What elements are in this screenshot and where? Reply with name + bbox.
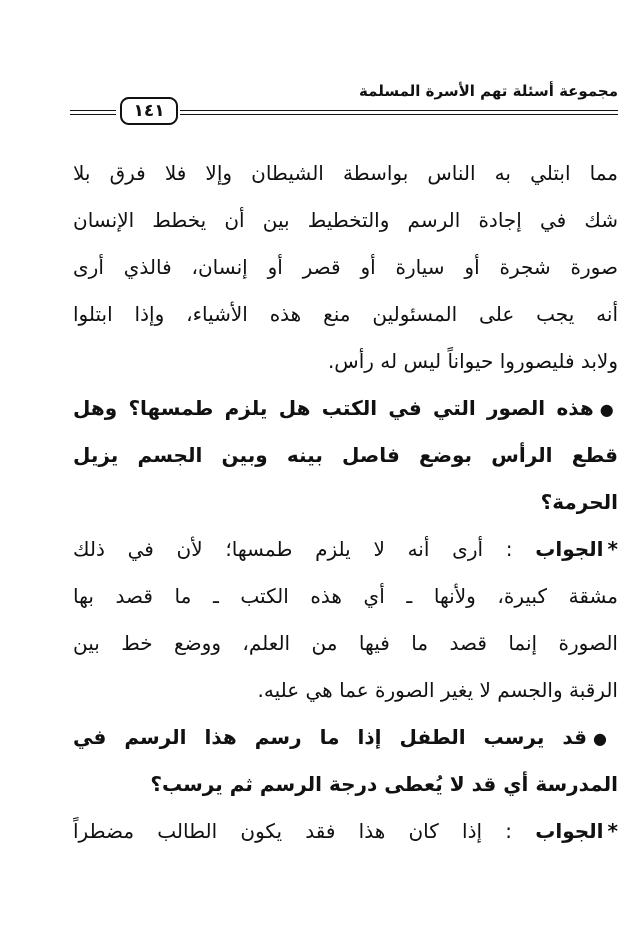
question-line xyxy=(73,385,618,432)
text-line: صورة شجرة أو سيارة أو قصر أو إنسان، فالذي أرى xyxy=(73,255,618,279)
book-title: مجموعة أسئلة تهم الأسرة المسلمة xyxy=(359,82,618,100)
answer-line: الصورة إنما قصد ما فيها من العلم، ووضع خط بين xyxy=(73,631,618,655)
page-number: ١٤١ xyxy=(120,97,178,125)
answer xyxy=(73,526,618,714)
answer-line xyxy=(73,526,618,573)
text-line: أنه يجب على المسئولين منع هذه الأشياء، وإذا ابتلوا xyxy=(73,302,618,326)
star-icon: * xyxy=(607,537,618,561)
answer-line xyxy=(73,808,618,855)
question-line: الحرمة؟ xyxy=(540,490,618,514)
star-icon: * xyxy=(607,819,618,843)
header-rule xyxy=(180,114,618,115)
bullet-icon: ● xyxy=(599,400,618,419)
answer-label: الجواب xyxy=(535,819,604,843)
answer-text: : أرى أنه لا يلزم طمسها؛ لأن في ذلك xyxy=(73,537,513,561)
paragraph xyxy=(73,150,618,385)
answer-line: الرقبة والجسم لا يغير الصورة عما هي عليه. xyxy=(257,678,618,702)
answer-text: : إذا كان هذا فقد يكون الطالب مضطراً xyxy=(73,819,513,843)
page-body xyxy=(73,150,618,855)
bullet-icon: ● xyxy=(593,729,618,748)
question xyxy=(73,714,618,808)
question-line: قطع الرأس بوضع فاصل بينه وبين الجسم يزيل xyxy=(73,443,618,467)
question-text: قد يرسب الطفل إذا ما رسم هذا الرسم في xyxy=(73,725,587,749)
header-rule xyxy=(180,110,618,111)
question xyxy=(73,385,618,526)
header-rule xyxy=(70,110,116,111)
question-line: المدرسة أي قد لا يُعطى درجة الرسم ثم يرسب؟ xyxy=(150,772,618,796)
question-text: هذه الصور التي في الكتب هل يلزم طمسها؟ وهل xyxy=(73,396,594,420)
header-rule xyxy=(70,114,116,115)
answer xyxy=(73,808,618,855)
answer-label: الجواب xyxy=(535,537,604,561)
page-header xyxy=(70,78,618,128)
answer-line: مشقة كبيرة، ولأنها ـ أي هذه الكتب ـ ما قصد بها xyxy=(73,584,618,608)
text-line: مما ابتلي به الناس بواسطة الشيطان وإلا فلا فرق بلا xyxy=(73,161,618,185)
question-line xyxy=(73,714,618,761)
text-line: شك في إجادة الرسم والتخطيط بين أن يخطط الإنسان xyxy=(73,208,618,232)
text-line: ولابد فليصوروا حيواناً ليس له رأس. xyxy=(327,349,618,373)
